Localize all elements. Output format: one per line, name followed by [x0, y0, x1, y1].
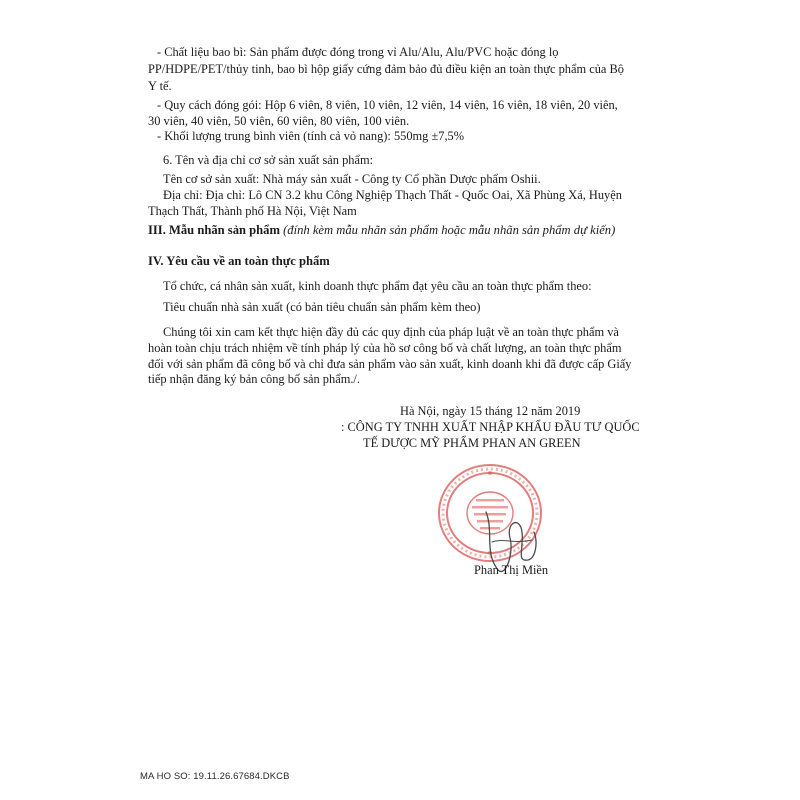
commitment-line-4: tiếp nhận đăng ký bản công bố sản phẩm./.	[148, 372, 360, 386]
section-4-line-1: Tổ chức, cá nhân sản xuất, kinh doanh thực phẩm đạt yêu cầu an toàn thực phẩm theo:	[163, 279, 592, 293]
pack-spec-line-1: - Quy cách đóng gói: Hộp 6 viên, 8 viên, 10 viên, 12 viên, 14 viên, 16 viên, 18 viên, 20 viên,	[157, 98, 618, 112]
signer-name: Phan Thị Miền	[474, 563, 549, 577]
section-3-heading	[148, 222, 615, 238]
weight-line: - Khối lượng trung bình viên (tính cả vỏ nang): 550mg ±7,5%	[157, 129, 465, 143]
commitment-line-3: đối với sản phẩm đã công bố và chỉ đưa sản phẩm vào sản xuất, kinh doanh khi đã được cấp Giấy	[148, 357, 632, 371]
place-date: Hà Nội, ngày 15 tháng 12 năm 2019	[400, 404, 581, 418]
packaging-line-2: PP/HDPE/PET/thủy tinh, bao bì hộp giấy cứng đảm bảo đủ điều kiện an toàn thực phẩm của Bộ	[148, 62, 624, 76]
dossier-code: MA HO SO: 19.11.26.67684.DKCB	[140, 771, 290, 782]
company-name-line-2: TẾ DƯỢC MỸ PHẨM PHAN AN GREEN	[363, 436, 581, 450]
section-3-note: (đính kèm mẫu nhãn sản phẩm hoặc mẫu nhãn sản phẩm dự kiến)	[283, 223, 616, 237]
section-4-title: IV. Yêu cầu về an toàn thực phẩm	[148, 254, 330, 268]
manufacturer-name: Tên cơ sở sản xuất: Nhà máy sản xuất - Công ty Cổ phần Dược phẩm Oshii.	[163, 172, 541, 186]
manufacturer-heading: 6. Tên và địa chỉ cơ sở sản xuất sản phẩm:	[163, 153, 374, 167]
company-name-line-1: : CÔNG TY TNHH XUẤT NHẬP KHẨU ĐẦU TƯ QUỐC	[341, 420, 640, 434]
section-3-title: III. Mẫu nhãn sản phẩm	[148, 223, 280, 237]
manufacturer-address-line-1: Địa chỉ: Địa chỉ: Lô CN 3.2 khu Công Nghiệp Thạch Thất - Quốc Oai, Xã Phùng Xá, Huyện	[163, 188, 622, 202]
pack-spec-line-2: 30 viên, 40 viên, 50 viên, 60 viên, 80 viên, 100 viên.	[148, 114, 410, 128]
packaging-line-1: - Chất liệu bao bì: Sản phẩm được đóng trong vỉ Alu/Alu, Alu/PVC hoặc đóng lọ	[157, 45, 559, 59]
packaging-line-3: Y tế.	[148, 79, 172, 93]
commitment-line-1: Chúng tôi xin cam kết thực hiện đầy đủ các quy định của pháp luật về an toàn thực phẩm và	[163, 325, 619, 339]
section-4-line-2: Tiêu chuẩn nhà sản xuất (có bản tiêu chuẩn sản phẩm kèm theo)	[163, 300, 481, 314]
commitment-line-2: hoàn toàn chịu trách nhiệm về tính pháp lý của hồ sơ công bố và chất lượng, an toàn thực phẩm	[148, 341, 622, 355]
manufacturer-address-line-2: Thạch Thất, Thành phố Hà Nội, Việt Nam	[148, 204, 357, 218]
